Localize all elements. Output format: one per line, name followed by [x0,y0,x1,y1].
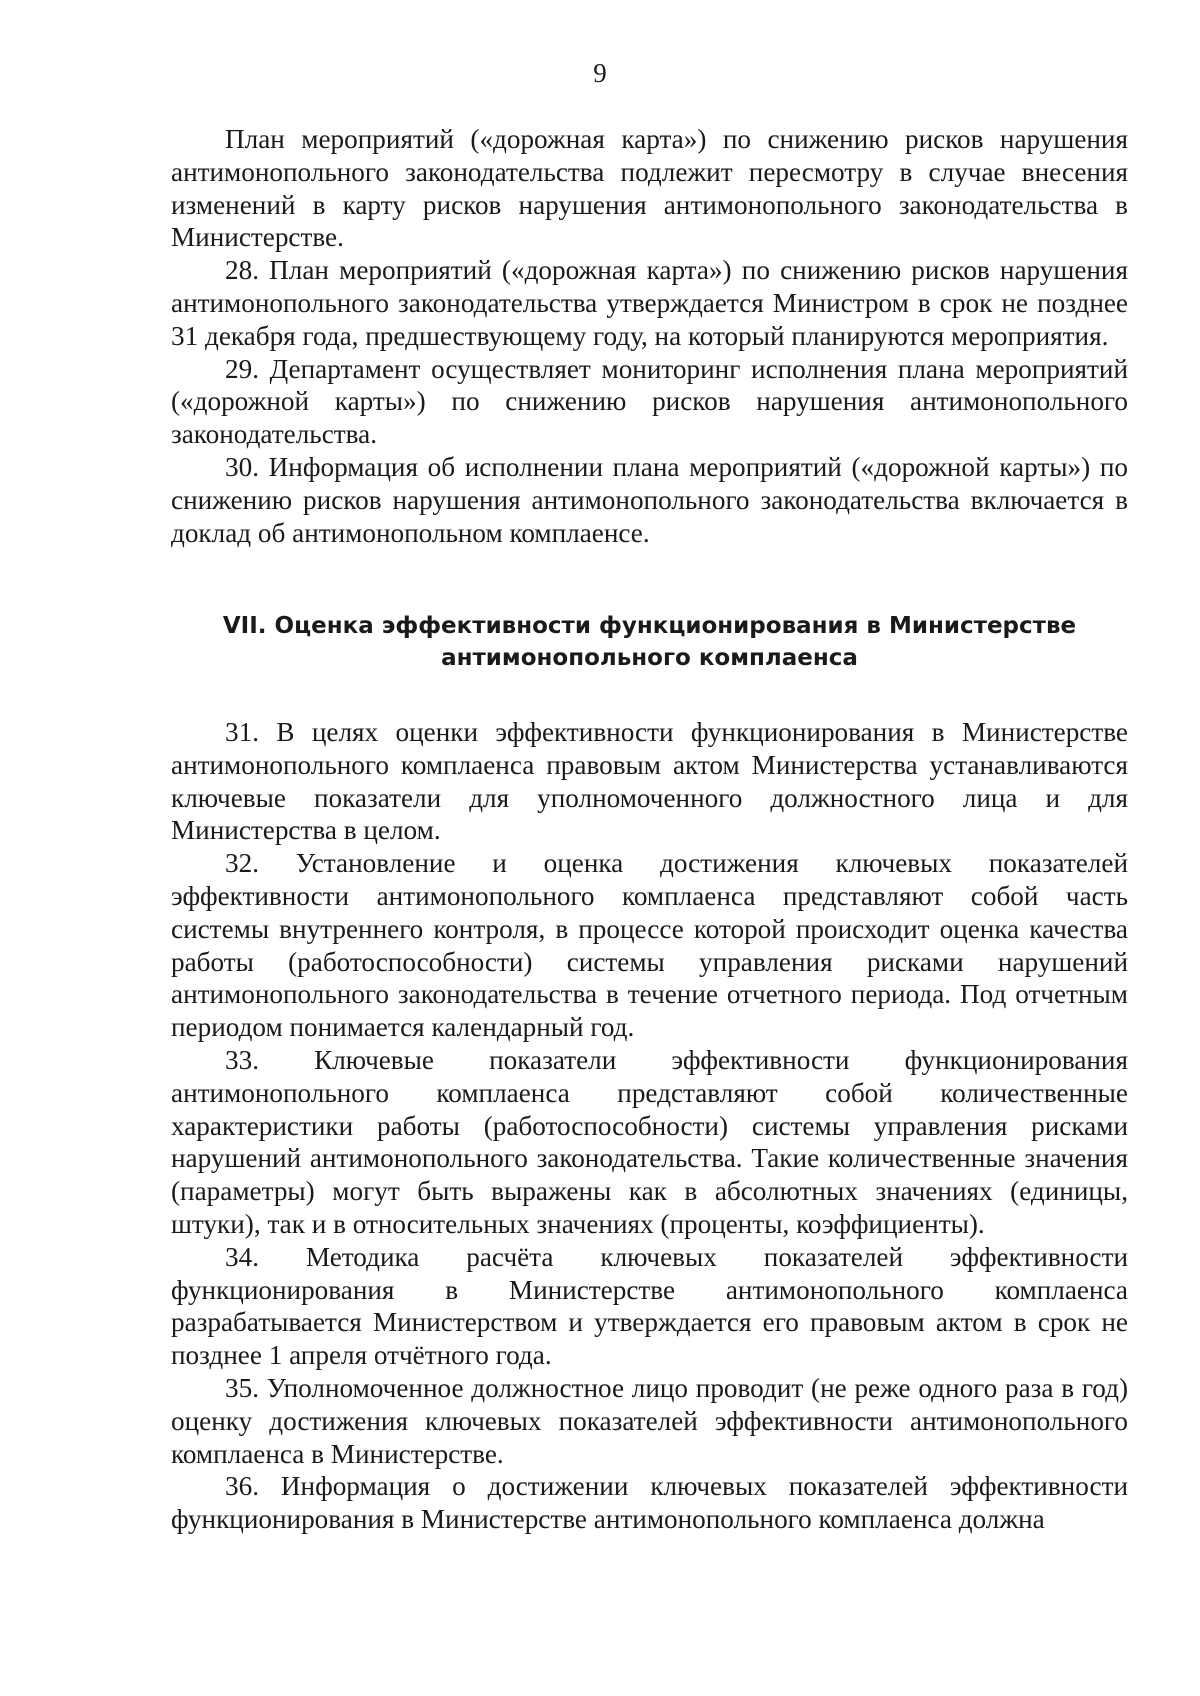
paragraph-28: 28. План мероприятий («дорожная карта») по снижению рисков нарушения антимонопольного законодательства утверждается Министром в срок не позднее 31 декабря года, предшествующему году, на который планируются мероприятия. [171,255,1128,351]
paragraph-33: 33. Ключевые показатели эффективности функционирования антимонопольного комплаенса представляют собой количественные характеристики работы (работоспособности) системы управления рисками нарушений антимонопольного законодательства. Такие количественные значения (параметры) могут быть выражены как в абсолютных значениях (единицы, штуки), так и в относительных значениях (проценты, коэффициенты). [171,1044,1128,1239]
page-number: 9 [593,58,607,88]
paragraph-29: 29. Департамент осуществляет мониторинг исполнения плана мероприятий («дорожной карты») по снижению рисков нарушения антимонопольного законодательства. [171,353,1128,450]
paragraph-35: 35. Уполномоченное должностное лицо проводит (не реже одного раза в год) оценку достижения ключевых показателей эффективности антимонопольного комплаенса в Министерстве. [171,1372,1128,1469]
text-block-top [171,123,1128,549]
paragraph-roadmap-revision: План мероприятий («дорожная карта») по снижению рисков нарушения антимонопольного законодательства подлежит пересмотру в случае внесения изменений в карту рисков нарушения антимонопольного законодательства в Министерстве. [171,124,1128,253]
section-heading-line-1: VII. Оценка эффективности функционирования в Министерстве [222,613,1077,639]
paragraph-32: 32. Установление и оценка достижения ключевых показателей эффективности антимонопольного комплаенса представляют собой часть системы внутреннего контроля, в процессе которой происходит оценка качества работы (работоспособности) системы управления рисками нарушений антимонопольного законодательства в течение отчетного периода. Под отчетным периодом понимается календарный год. [171,848,1128,1043]
paragraph-34: 34. Методика расчёта ключевых показателей эффективности функционирования в Министерстве антимонопольного комплаенса разрабатывается Министерством и утверждается его правовым актом в срок не позднее 1 апреля отчётного года. [171,1241,1128,1371]
paragraph-30: 30. Информация об исполнении плана мероприятий («дорожной карты») по снижению рисков нарушения антимонопольного законодательства включается в доклад об антимонопольном комплаенсе. [171,451,1128,548]
section-heading-line-2: антимонопольного комплаенса [441,645,858,671]
paragraph-31: 31. В целях оценки эффективности функционирования в Министерстве антимонопольного комплаенса правовым актом Министерства устанавливаются ключевые показатели для уполномоченного должностного лица и для Министерства в целом. [171,717,1128,846]
text-block-bottom [171,716,1128,1536]
paragraph-36: 36. Информация о достижении ключевых показателей эффективности функционирования в Министерстве антимонопольного комплаенса должна [171,1471,1128,1535]
section-heading [171,610,1128,674]
